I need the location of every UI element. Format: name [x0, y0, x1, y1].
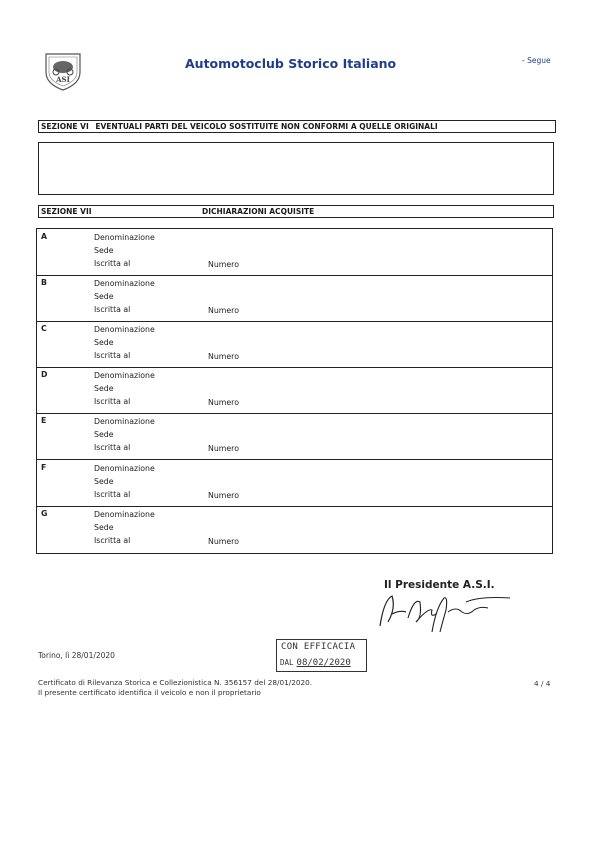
row-letter: G: [41, 509, 48, 518]
section-vii-code: SEZIONE VII: [41, 207, 92, 216]
handwritten-signature: [370, 588, 520, 634]
row-letter: E: [41, 416, 47, 425]
continuation-label: - Segue: [522, 56, 551, 65]
denominazione-label: Denominazione: [94, 233, 155, 242]
numero-label: Numero: [208, 491, 239, 500]
section-vi-code: SEZIONE VI: [41, 122, 89, 131]
denominazione-label: Denominazione: [94, 510, 155, 519]
declaration-row: [37, 367, 552, 414]
denominazione-label: Denominazione: [94, 371, 155, 380]
iscritta-label: Iscritta al: [94, 305, 131, 314]
section-vii-title: DICHIARAZIONI ACQUISITE: [202, 207, 315, 216]
declaration-row: [37, 229, 552, 276]
sede-label: Sede: [94, 523, 114, 532]
section-vi-header: [38, 120, 556, 133]
sede-label: Sede: [94, 338, 114, 347]
declaration-row: [37, 275, 552, 322]
stamp-dal-label: DAL: [280, 658, 294, 667]
row-letter: F: [41, 463, 47, 472]
place-date: Torino, lì 28/01/2020: [38, 651, 115, 660]
iscritta-label: Iscritta al: [94, 351, 131, 360]
president-label: Il Presidente A.S.I.: [384, 579, 495, 591]
stamp-line2: [280, 658, 351, 668]
denominazione-label: Denominazione: [94, 279, 155, 288]
numero-label: Numero: [208, 352, 239, 361]
row-letter: A: [41, 232, 48, 241]
numero-label: Numero: [208, 444, 239, 453]
sede-label: Sede: [94, 292, 114, 301]
iscritta-label: Iscritta al: [94, 397, 131, 406]
numero-label: Numero: [208, 306, 239, 315]
denominazione-label: Denominazione: [94, 464, 155, 473]
iscritta-label: Iscritta al: [94, 490, 131, 499]
section-vi-title: EVENTUALI PARTI DEL VEICOLO SOSTITUITE NON CONFORMI A QUELLE ORIGINALI: [95, 122, 438, 131]
section-vii-header: [38, 205, 554, 218]
declaration-row: [37, 506, 552, 552]
asi-logo-icon: [42, 50, 84, 92]
svg-text:ASI: ASI: [56, 75, 70, 84]
sede-label: Sede: [94, 246, 114, 255]
sede-label: Sede: [94, 430, 114, 439]
iscritta-label: Iscritta al: [94, 443, 131, 452]
numero-label: Numero: [208, 398, 239, 407]
stamp-line1: CON EFFICACIA: [281, 642, 356, 652]
sede-label: Sede: [94, 384, 114, 393]
row-letter: B: [41, 278, 47, 287]
iscritta-label: Iscritta al: [94, 536, 131, 545]
page-number: 4 / 4: [534, 679, 551, 688]
declaration-row: [37, 413, 552, 460]
numero-label: Numero: [208, 260, 239, 269]
section-vi-content-box: [38, 142, 554, 195]
validity-stamp: [276, 639, 367, 672]
declaration-row: [37, 460, 552, 507]
sede-label: Sede: [94, 477, 114, 486]
footer-note-line: Il presente certificato identifica il veicolo e non il proprietario: [38, 688, 261, 697]
declaration-row: [37, 321, 552, 368]
denominazione-label: Denominazione: [94, 417, 155, 426]
denominazione-label: Denominazione: [94, 325, 155, 334]
numero-label: Numero: [208, 537, 239, 546]
row-letter: C: [41, 324, 47, 333]
footer-certificate-line: Certificato di Rilevanza Storica e Collezionistica N. 356157 del 28/01/2020.: [38, 678, 313, 687]
row-letter: D: [41, 370, 48, 379]
stamp-date: 08/02/2020: [296, 658, 351, 668]
declarations-table: [36, 228, 553, 554]
iscritta-label: Iscritta al: [94, 259, 131, 268]
page-title: Automotoclub Storico Italiano: [185, 56, 397, 71]
